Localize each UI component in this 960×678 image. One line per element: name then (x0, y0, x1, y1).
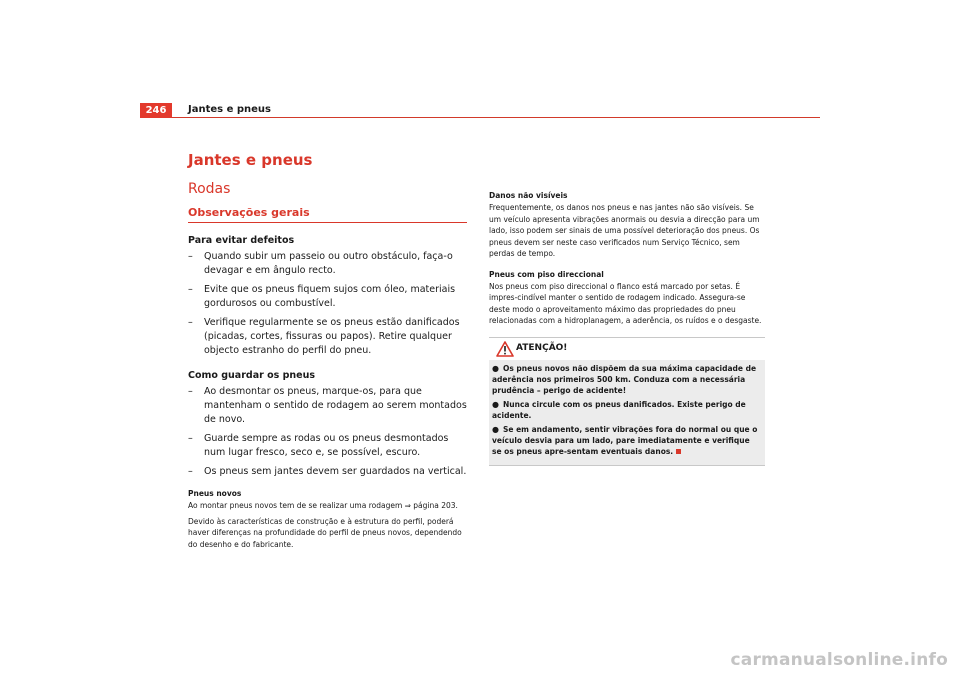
page-number-badge: 246 (140, 103, 172, 118)
avoid-defects-heading: Para evitar defeitos (188, 235, 295, 246)
warning-box (489, 337, 765, 466)
right-column (489, 190, 766, 466)
warning-body (489, 360, 765, 465)
left-column (188, 150, 468, 554)
running-header-title: Jantes e pneus (188, 104, 271, 115)
warning-item: ● Os pneus novos não dispõem da sua máxima capacidade de aderência nos primeiros 500 km. Conduza com a necessária prudência – perigo de acidente! (492, 363, 757, 395)
list-item: – Guarde sempre as rodas ou os pneus desmontados num lugar fresco, seco e, se possível, escuro. (188, 433, 449, 458)
list-item: – Quando subir um passeio ou outro obstáculo, faça-o devagar e em ângulo recto. (188, 251, 453, 276)
bullet-icon: ● (492, 399, 499, 409)
new-tyres-paragraph: Ao montar pneus novos tem de se realizar uma rodagem ⇒ página 203. (188, 501, 458, 510)
bullet-icon: ● (492, 424, 499, 434)
list-item: – Ao desmontar os pneus, marque-os, para que mantenham o sentido de rodagem ao serem montados de novo. (188, 386, 467, 425)
directional-heading: Pneus com piso direccional (489, 269, 604, 279)
watermark: carmanualsonline.info (730, 650, 948, 670)
section-heading: Observações gerais (188, 206, 310, 219)
chapter-title: Jantes e pneus (188, 151, 313, 169)
list-item: – Os pneus sem jantes devem ser guardados na vertical. (188, 466, 467, 477)
header-rule (172, 117, 820, 118)
list-item: – Verifique regularmente se os pneus estão danificados (picadas, cortes, fissuras ou papos). Retire qualquer objecto estranho do perfil do pneu. (188, 317, 460, 356)
damage-paragraph: Frequentemente, os danos nos pneus e nas jantes não são visíveis. Se um veículo apresenta vibrações anormais ou desvia a direcção para um lado, isso podem ser sinais de uma possível deterioração dos pneus. Os pneus devem ser neste caso verificados num Serviço Técnico, sem perdas de tempo. (489, 203, 760, 258)
end-of-section-icon (676, 449, 681, 454)
warning-header (489, 337, 765, 360)
storage-heading: Como guardar os pneus (188, 370, 316, 381)
chapter-subtitle: Rodas (188, 181, 231, 197)
warning-triangle-icon (496, 341, 514, 357)
new-tyres-heading: Pneus novos (188, 489, 242, 498)
section-rule (188, 222, 467, 223)
new-tyres-paragraph: Devido às características de construção e à estrutura do perfil, poderá haver diferenças na profundidade do perfil de pneus novos, dependendo do desenho e do fabricante. (188, 516, 462, 549)
damage-heading: Danos não visíveis (489, 191, 568, 200)
directional-paragraph: Nos pneus com piso direccional o flanco está marcado por setas. É impres-cindível manter o sentido de rodagem indicado. Assegura-se deste modo o aproveitamento máximo das propriedades do pneu relacionadas com a hidroplanagem, a aderência, os ruídos e o desgaste. (489, 281, 762, 325)
warning-item: ● Nunca circule com os pneus danificados. Existe perigo de acidente. (492, 399, 746, 420)
list-item: – Evite que os pneus fiquem sujos com óleo, materiais gordurosos ou combustível. (188, 284, 456, 309)
warning-title: ATENÇÃO! (516, 342, 568, 353)
bullet-icon: ● (492, 363, 499, 373)
warning-item: ● Se em andamento, sentir vibrações fora do normal ou que o veículo desvia para um lado, pare imediatamente e verifique se os pneus apre-sentam eventuais danos. (492, 424, 758, 456)
